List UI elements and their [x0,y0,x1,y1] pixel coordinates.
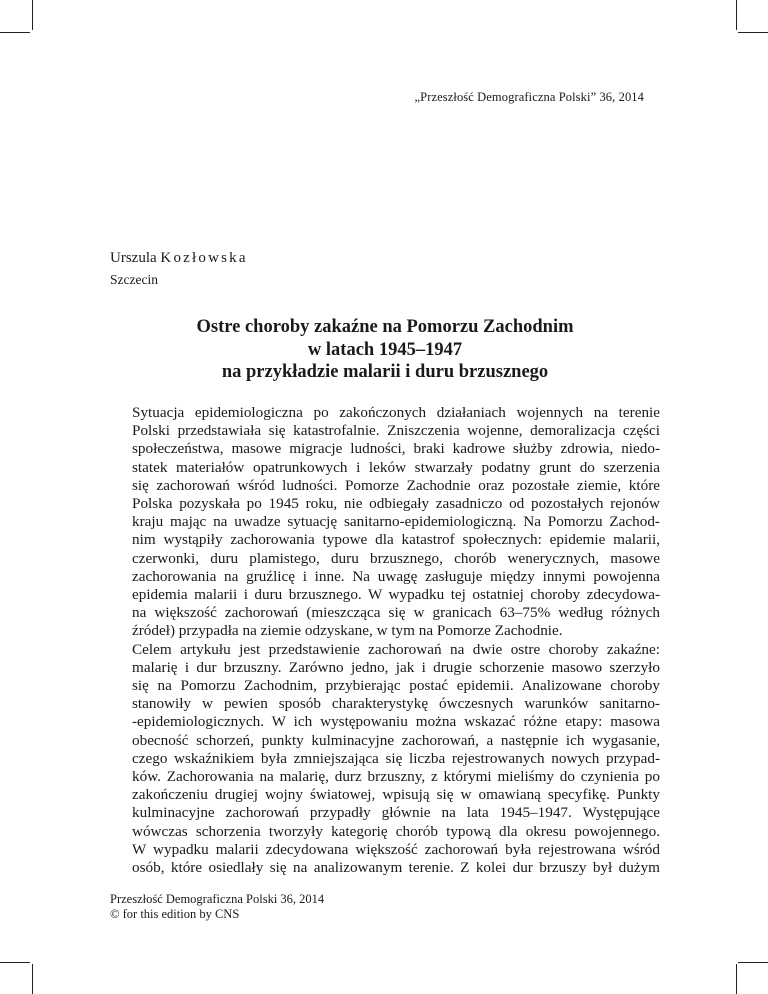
text-line: W wypadku malarii zdecydowana większość zachorowań była rejestrowana wśród [132,840,660,858]
text-line: zachorowania na gruźlicę i inne. Na uwagę zasługuje między innymi powojenna [132,567,660,585]
title-line: w latach 1945–1947 [307,339,463,360]
footer-journal: Przeszłość Demograficzna Polski 36, 2014 [110,892,325,906]
text-line: Polski przedstawiała się katastrofalnie. Zniszczenia wojenne, demoralizacja części [132,422,660,440]
text-line: czerwonki, duru plamistego, duru brzusznego, chorób wenerycznych, masowe [132,549,660,567]
crop-mark [736,964,737,994]
text-line: źródeł) przypadła na ziemie odzyskane, w tym na Pomorze Zachodnie. [132,622,563,640]
author-affiliation: Szczecin [110,272,158,287]
paragraph [110,641,660,878]
text-line: malarię i dur brzuszny. Zarówno jedno, jak i drugie schorzenie masowo szerzyło [132,658,660,676]
crop-mark [32,964,33,994]
article-body [110,404,660,877]
author-name [110,250,248,267]
text-line: się zachorowań wśród ludności. Pomorze Zachodnie oraz pozostałe ziemie, które [132,476,660,494]
text-line: Celem artykułu jest przedstawienie zachorowań na dwie ostre choroby zakaźne: [132,640,660,658]
text-line: ków. Zachorowania na malarię, durz brzuszny, z którymi mieliśmy do czynienia po [132,768,660,786]
page-footer [110,892,324,922]
text-line: Polska pozyskała po 1945 roku, nie odbiegały zasadniczo od pozostałych rejonów [132,495,660,513]
crop-mark [0,32,30,33]
crop-mark [738,962,768,963]
author-surname: Kozłowska [160,250,248,266]
text-line: kraju mając na uwadze sytuację sanitarno-epidemiologiczną. Na Pomorzu Zachod- [132,513,660,531]
crop-mark [0,962,30,963]
text-line: się na Pomorzu Zachodnim, przybierając postać epidemii. Analizowane choroby [132,677,660,695]
crop-mark [32,0,33,30]
text-line: na większość zachorowań (mieszcząca się w granicach 63–75% według różnych [132,604,660,622]
text-line: obecność schorzeń, punkty kulminacyjne zachorowań, a następnie ich wygasanie, [132,731,660,749]
article-title [110,316,660,384]
crop-mark [736,0,737,30]
footer-copyright: © for this edition by CNS [110,907,240,921]
text-line: zakończeniu drugiej wojny światowej, wpisują się w omawianą specyfikę. Punkty [132,786,660,804]
title-line: na przykładzie malarii i duru brzusznego [221,362,549,382]
text-line: stanowiły w pewien sposób charakterystykę ówczesnych warunków sanitarno- [132,695,660,713]
author-first-name: Urszula [110,250,157,266]
text-line: nim wystąpiły zachorowania typowe dla katastrof społecznych: epidemie malarii, [132,531,660,549]
paragraph [110,404,660,641]
text-line: epidemia malarii i duru brzusznego. W wypadku tej ostatniej choroby zdecydowa- [132,586,660,604]
title-line: Ostre choroby zakaźne na Pomorzu Zachodnim [196,317,574,337]
text-line: -epidemiologicznych. W ich występowaniu można wskazać różne etapy: masowa [132,713,660,731]
text-line: statek materiałów opatrunkowych i leków stwarzały podatny grunt do szerzenia [132,458,660,476]
running-header: „Przeszłość Demograficzna Polski” 36, 2014 [414,90,644,104]
text-line: czego wskaźnikiem była zmniejszająca się liczba rejestrowanych nowych przypad- [132,749,660,767]
text-line: kulminacyjne zachorowań przypadły głównie na lata 1945–1947. Występujące [132,804,660,822]
crop-mark [738,32,768,33]
text-line: wówczas schorzenia tworzyły kategorię chorób typową dla okresu powojennego. [132,822,660,840]
text-line: osób, które osiedlały się na analizowanym terenie. Z kolei dur brzuszy był dużym [132,859,660,877]
text-line: Sytuacja epidemiologiczna po zakończonych działaniach wojennych na terenie [132,404,660,421]
text-line: społeczeństwa, masowe migracje ludności, braki kadrowe służby zdrowia, niedo- [132,440,660,458]
